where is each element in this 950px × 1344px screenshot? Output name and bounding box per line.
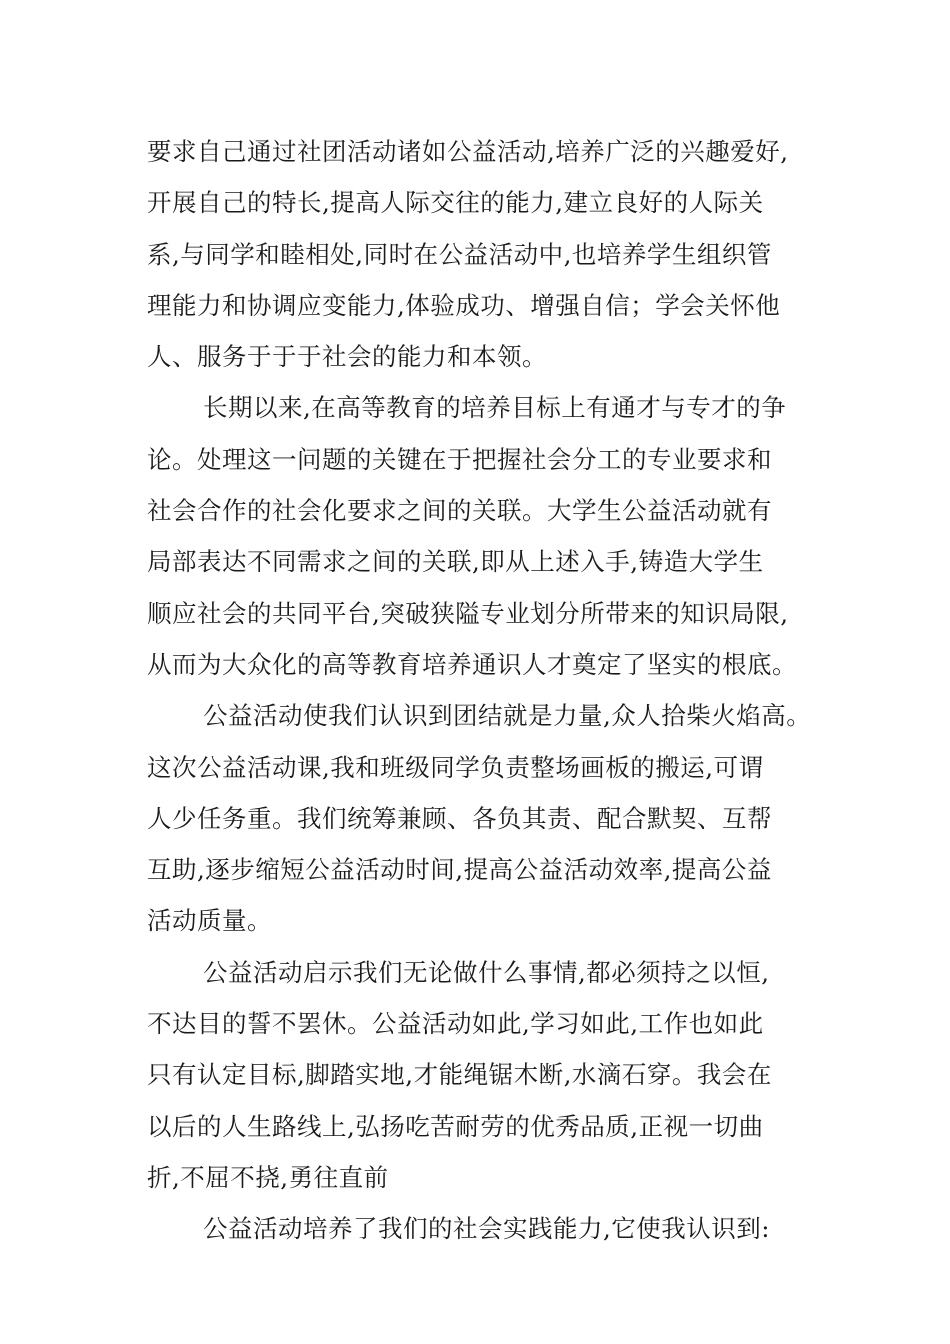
- body-text: [147, 126, 819, 1255]
- text-line: 活动质量。: [147, 906, 272, 936]
- text-line: 论。处理这一问题的关键在于把握社会分工的专业要求和: [147, 444, 772, 474]
- paragraph-first-line: 长期以来,在高等教育的培养目标上有通才与专才的争: [203, 393, 787, 423]
- text-line: 理能力和协调应变能力,体验成功、增强自信；学会关怀他: [147, 290, 781, 320]
- text-line: 以后的人生路线上,弘扬吃苦耐劳的优秀品质,正视一切曲: [147, 1111, 764, 1141]
- text-line: 局部表达不同需求之间的关联,即从上述入手,铸造大学生: [147, 547, 764, 577]
- text-line: 从而为大众化的高等教育培养通识人才奠定了坚实的根底。: [147, 649, 797, 679]
- text-line: 顺应社会的共同平台,突破狭隘专业划分所带来的知识局限,: [147, 598, 789, 628]
- paragraph-first-line: 公益活动启示我们无论做什么事情,都必须持之以恒,: [203, 957, 770, 987]
- text-line: 不达目的誓不罢休。公益活动如此,学习如此,工作也如此: [147, 1009, 764, 1039]
- text-line: 社会合作的社会化要求之间的关联。大学生公益活动就有: [147, 496, 772, 526]
- text-line: 要求自己通过社团活动诸如公益活动,培养广泛的兴趣爱好,: [147, 137, 789, 166]
- text-line: 互助,逐步缩短公益活动时间,提高公益活动效率,提高公益: [147, 855, 772, 885]
- text-line: 折,不屈不挠,勇往直前: [147, 1162, 389, 1192]
- text-line: 开展自己的特长,提高人际交往的能力,建立良好的人际关: [147, 188, 764, 218]
- text-line: 系,与同学和睦相处,同时在公益活动中,也培养学生组织管: [147, 239, 772, 269]
- text-line: 只有认定目标,脚踏实地,才能绳锯木断,水滴石穿。我会在: [147, 1060, 772, 1090]
- paragraph-first-line: 公益活动培养了我们的社会实践能力,它使我认识到:: [203, 1214, 771, 1244]
- text-line: 人少任务重。我们统筹兼顾、各负其责、配合默契、互帮: [147, 803, 772, 833]
- text-line: 这次公益活动课,我和班级同学负责整场画板的搬运,可谓: [147, 752, 764, 782]
- paragraph-first-line: 公益活动使我们认识到团结就是力量,众人拾柴火焰高。: [203, 701, 812, 731]
- text-line: 人、服务于于于社会的能力和本领。: [147, 342, 547, 372]
